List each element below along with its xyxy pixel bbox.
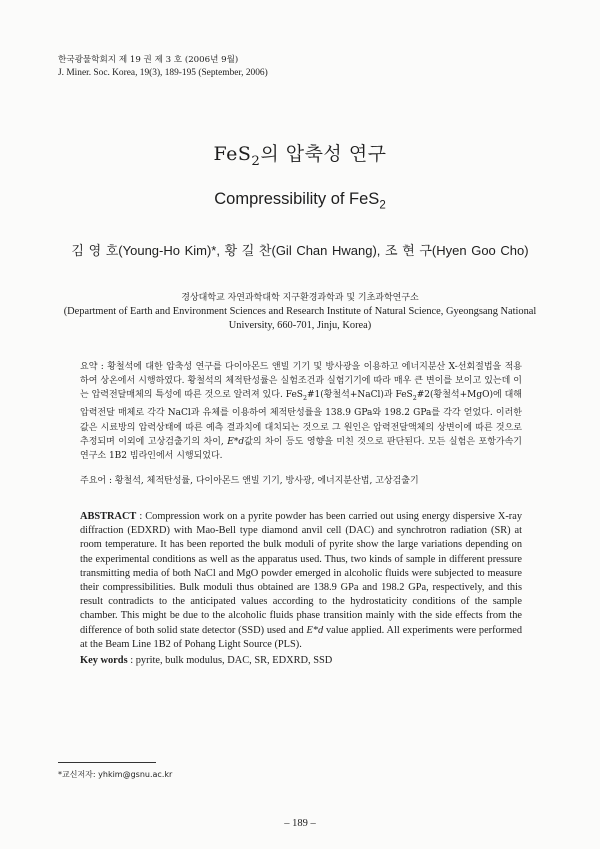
journal-header-korean: 한국광물학회지 제 19 권 제 3 호 (2006년 9월) — [58, 55, 239, 65]
page-number: – 189 – — [284, 818, 316, 829]
abstract-korean-label: 요약 : — [80, 362, 108, 372]
journal-header-english: J. Miner. Soc. Korea, 19(3), 189-195 (September, 2006) — [58, 68, 268, 78]
keywords-korean — [80, 473, 522, 486]
abstract-korean-text: 황철석에 대한 압축성 연구를 다이아몬드 앤빌 기기 및 방사광을 이용하고 에너지분산 X-선회절법을 적용하여 상온에서 시행하였다. 황철석의 체적탄성률은 실험조건과 실험기기에 따라 매우 큰 변이를 보이고 있는데 이는 압력전달매체의 특성에 따른 것으로 알려져 있다. FeS$_2$#1(황철석+NaCl)과 FeS$_2$#2(황철석+MgO)에 대해 압력전달 매체로 각각 NaCl과 유체를 이용하여 체적탄성률을 138.9 GPa와 198.2 GPa를 각각 얻었다. 이러한 값은 시료방의 압력상태에 따른 예측 결과치에 대치되는 것으로 그 원인은 압력전달액체의 상변이에 따른 것으로 추정되며 이외에 고상검출기의 차이, E*d값의 차이 등도 영향을 미친 것으로 판단된다. 모든 실험은 포항가속기연구소 1B2 빔라인에서 시행되었다. — [80, 362, 522, 462]
abstract-english-text: : Compression work on a pyrite powder has been carried out using energy dispersive X-ray diffraction (EDXRD) with Mao-Bell type diamond anvil cell (DAC) and synchrotron radiation (SR) at room temperature. It has been reported the bulk moduli of pyrite show the large variations depending on the experimental conditions as well as the apparatus used. Thus, two kinds of sample in different pressure transmitting media of both NaCl and MgO powder emerged in alcoholic fluids were subjected to measure their compressibilities. Bulk moduli thus obtained are 138.9 GPa and 198.2 GPa, respectively, and this result contradicts to the anticipated values according to the hydrostaticity conditions of the sample chamber. This might be due to the alcoholic fluids phase transition mainly with the side effects from the difference of both solid state detector (SSD) used and E*d value applied. All experiments were performed at the Beam Line 1B2 of Pohang Light Source (PLS). — [80, 511, 522, 650]
keywords-english — [80, 655, 522, 666]
corresponding-author-footnote: *교신저자: yhkim@gsnu.ac.kr — [58, 770, 173, 779]
abstract-english — [80, 510, 522, 652]
abstract-english-label: ABSTRACT — [80, 511, 137, 522]
paper-title-korean: FeS$_2$의 압축성 연구 — [213, 143, 387, 169]
paper-title-english: Compressibility of FeS$_2$ — [214, 190, 386, 212]
footnote-divider — [58, 762, 156, 763]
affiliation-korean: 경상대학교 자연과학대학 지구환경과학과 및 기초과학연구소 — [181, 293, 419, 303]
author-list: 김 영 호(Young-Ho Kim)*, 황 길 찬(Gil Chan Hwang), 조 현 구(Hyen Goo Cho) — [71, 243, 529, 258]
keywords-english-label: Key words — [80, 655, 128, 666]
keywords-korean-label: 주요어 : — [80, 476, 115, 486]
keywords-english-text: : pyrite, bulk modulus, DAC, SR, EDXRD, SSD — [130, 655, 333, 666]
abstract-korean — [80, 360, 522, 463]
affiliation-english: (Department of Earth and Environment Sciences and Research Institute of Natural Science, Gyeongsang National University, 660-701, Jinju, Korea) — [63, 306, 537, 331]
keywords-korean-text: 황철석, 체적탄성률, 다이아몬드 앤빌 기기, 방사광, 에너지분산법, 고상검출기 — [114, 476, 419, 486]
